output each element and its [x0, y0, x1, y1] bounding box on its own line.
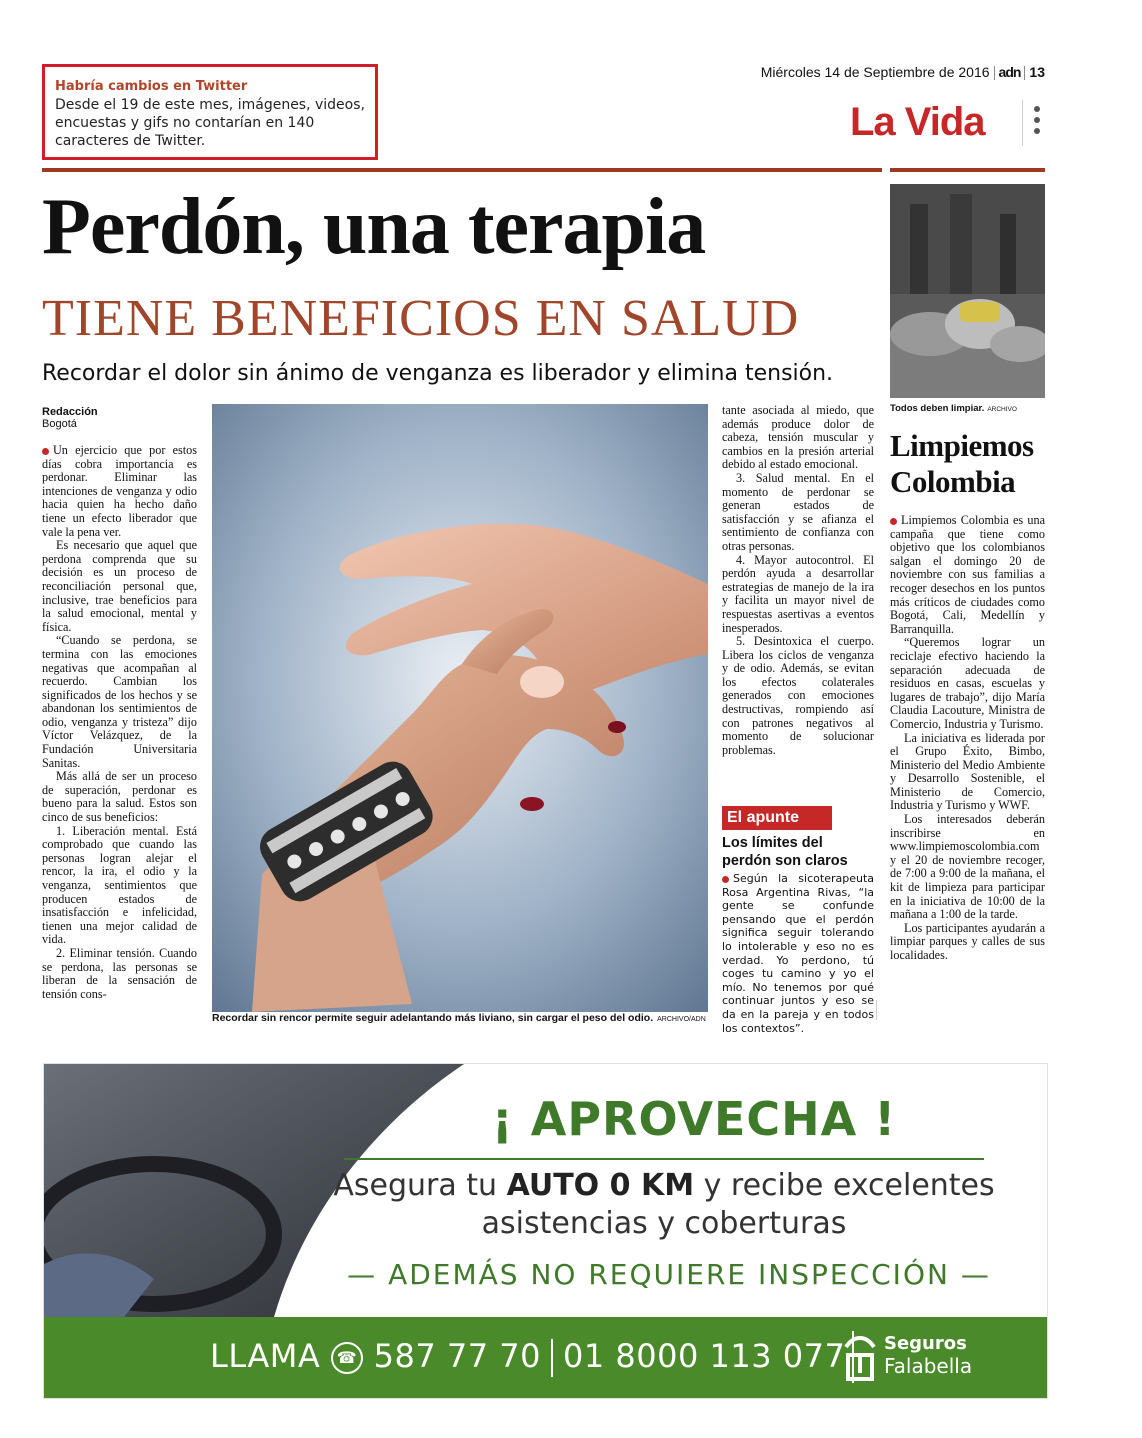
section-dots-icon: [1034, 106, 1042, 139]
paragraph: La iniciativa es liderada por el Grupo Éxito, Bimbo, Ministerio del Medio Ambiente y Desarrollo Sostenible, el Ministerio de Comercio, Industria y Turismo y WWF.: [890, 730, 1045, 813]
ad-requirement: — ADEMÁS NO REQUIERE INSPECCIÓN —: [347, 1258, 991, 1291]
byline: [42, 406, 202, 430]
ad-call: [210, 1337, 845, 1377]
paragraph: 4. Mayor autocontrol. El perdón ayuda a desarrollar estrategias de manejo de la ira y facilita un mayor nivel de respuestas asertivas a eventos inesperados.: [722, 552, 874, 635]
side-photo-caption: [890, 403, 1045, 414]
dateline: [700, 64, 1045, 82]
falabella-logo-icon: [844, 1333, 876, 1385]
page-number: 13: [1029, 64, 1045, 80]
paragraph: Un ejercicio que por estos días cobra importancia es perdonar. Eliminar las intenciones de venganza y odio hacia quien ha hecho daño tiene un efecto liberador que vale la pena ver.: [42, 443, 197, 539]
ad-call-bar: [44, 1317, 1047, 1398]
paragraph: Es necesario que aquel que perdona comprenda que su decisión es un proceso de reconciliación personal que, inclusive, trae beneficios para la salud emocional, mental y física.: [42, 538, 197, 634]
brand-line-1: Seguros: [884, 1333, 967, 1354]
caption-text: Recordar sin rencor permite seguir adelantando más liviano, sin cargar el peso del odio.: [212, 1012, 654, 1024]
ad-subtitle-2: asistencias y coberturas: [481, 1206, 847, 1241]
paragraph: Los participantes ayudarán a limpiar parques y calles de sus localidades.: [890, 920, 1045, 962]
paragraph: 1. Liberación mental. Está comprobado que cuando las personas logran alejar el rencor, la ira, el odio y la venganza, sentimientos que producen estados de insatisfacción e infelicidad, tienen una mejor calidad de vida.: [42, 823, 197, 947]
paragraph: Limpiemos Colombia es una campaña que tiene como objetivo que los colombianos salgan el domingo 20 de noviembre con sus familias a recoger desechos en los puntos más críticos de ciudades como Bogotá, Cali, Medellín y Barranquilla.: [890, 513, 1045, 636]
photo-credit: ARCHIVO/ADN: [657, 1016, 706, 1023]
paragraph: Más allá de ser un proceso de superación, perdonar es bueno para la salud. Estos son cinco de sus beneficios:: [42, 769, 197, 825]
issue-date: Miércoles 14 de Septiembre de 2016: [760, 64, 990, 80]
headline: Perdón, una terapia: [42, 183, 706, 271]
brand-line-2: Falabella: [884, 1354, 973, 1378]
kicker: TIENE BENEFICIOS EN SALUD: [42, 290, 800, 347]
apunte-title: Los límites del perdón son claros: [722, 835, 848, 869]
apunte-tag: El apunte: [722, 806, 832, 830]
ad-sub1-post: y recibe excelentes: [694, 1168, 995, 1203]
top-rule-right: [890, 168, 1045, 172]
bullet-icon: [890, 518, 897, 525]
teaser-heading: Habría cambios en Twitter: [55, 79, 248, 94]
ad-divider: [344, 1158, 984, 1160]
call-label: LLAMA: [210, 1337, 321, 1375]
photo-caption: [212, 1012, 708, 1024]
paragraph: “Queremos lograr un reciclaje efectivo haciendo la separación adecuada de residuos en casas, escuelas y lugares de trabajo”, dijo María Claudia Lacouture, Ministra de Comercio, Industria y Turismo.: [890, 635, 1045, 731]
byline-author: Redacción: [42, 406, 98, 418]
insurance-ad[interactable]: [43, 1063, 1048, 1399]
phone-local[interactable]: 587 77 70: [373, 1337, 541, 1375]
paragraph: 5. Desintoxica el cuerpo. Libera los ciclos de venganza y de odio. Además, se evitan los efectos colaterales generados con emociones destructivas, rompiendo así con patrones negativos al momento de solucionar problemas.: [722, 634, 874, 757]
ad-sub1-pre: Asegura tu: [333, 1168, 507, 1203]
phone-icon: ☎: [331, 1342, 363, 1374]
brand-logo: adn: [998, 64, 1021, 80]
paragraph: Los interesados deberán inscribirse en www.limpiemoscolombia.com y el 20 de noviembre recoger, de 7:00 a 9:00 de la mañana, el kit de limpieza para participar en la iniciativa de 10:00 de la mañana a 1:00 de la tarde.: [890, 812, 1045, 922]
ad-subtitle-1: [314, 1168, 1014, 1203]
bullet-icon: [722, 876, 729, 883]
ad-sub1-bold: AUTO 0 KM: [506, 1168, 695, 1203]
teaser-body: Desde el 19 de este mes, imágenes, videos, encuestas y gifs no contarían en 140 caracteres de Twitter.: [55, 97, 365, 149]
side-caption-text: Todos deben limpiar.: [890, 403, 985, 414]
article-column-1: [42, 444, 197, 1001]
sidebar-title: Limpiemos Colombia: [890, 428, 1034, 499]
article-column-3: [722, 404, 874, 757]
garbage-photo: [890, 184, 1045, 398]
apunte-text: Según la sicoterapeuta Rosa Argentina Rivas, “la gente se confunde pensando que el perdón significa seguir tolerando lo intolerable y eso no es verdad. Yo perdono, tú coges tu camino y yo el mío. No tenemos por qué continuar juntos y eso se da en la pareja y en todos los contextos”.: [722, 872, 874, 1035]
ad-title: ¡ APROVECHA !: [491, 1092, 897, 1146]
byline-city: Bogotá: [42, 418, 77, 430]
apunte-body: [722, 872, 874, 1035]
deck: Recordar el dolor sin ánimo de venganza es liberador y elimina tensión.: [42, 361, 834, 386]
paragraph: “Cuando se perdona, se termina con las emociones negativas que acompañan al recuerdo. Cambian los significados de los hechos y se abandonan los sentimientos de odio, venganza y tristeza” dijo Víctor Velázquez, de la Fundación Universitaria Sanitas.: [42, 633, 197, 770]
teaser-box: [42, 64, 378, 160]
side-photo-credit: ARCHIVO: [987, 406, 1017, 413]
top-rule: [42, 168, 882, 172]
header-divider: [1022, 100, 1023, 146]
bullet-icon: [42, 448, 49, 455]
paragraph: 3. Salud mental. En el momento de perdonar se generan estados de satisfacción y se afianza el sentimiento de confianza con otras personas.: [722, 470, 874, 553]
hands-photo: [212, 404, 708, 1012]
apunte-divider: [876, 1000, 877, 1020]
phone-national[interactable]: 01 8000 113 077: [562, 1337, 846, 1375]
paragraph: tante asociada al miedo, que además produce dolor de cabeza, tensión muscular y cambios en la presión arterial debido al estado emocional.: [722, 403, 874, 472]
sidebar-column: [890, 514, 1045, 963]
section-title: La Vida: [850, 100, 985, 144]
paragraph: 2. Eliminar tensión. Cuando se perdona, las personas se liberan de la sensación de tensión cons-: [42, 945, 197, 1001]
falabella-logo: [884, 1333, 972, 1378]
